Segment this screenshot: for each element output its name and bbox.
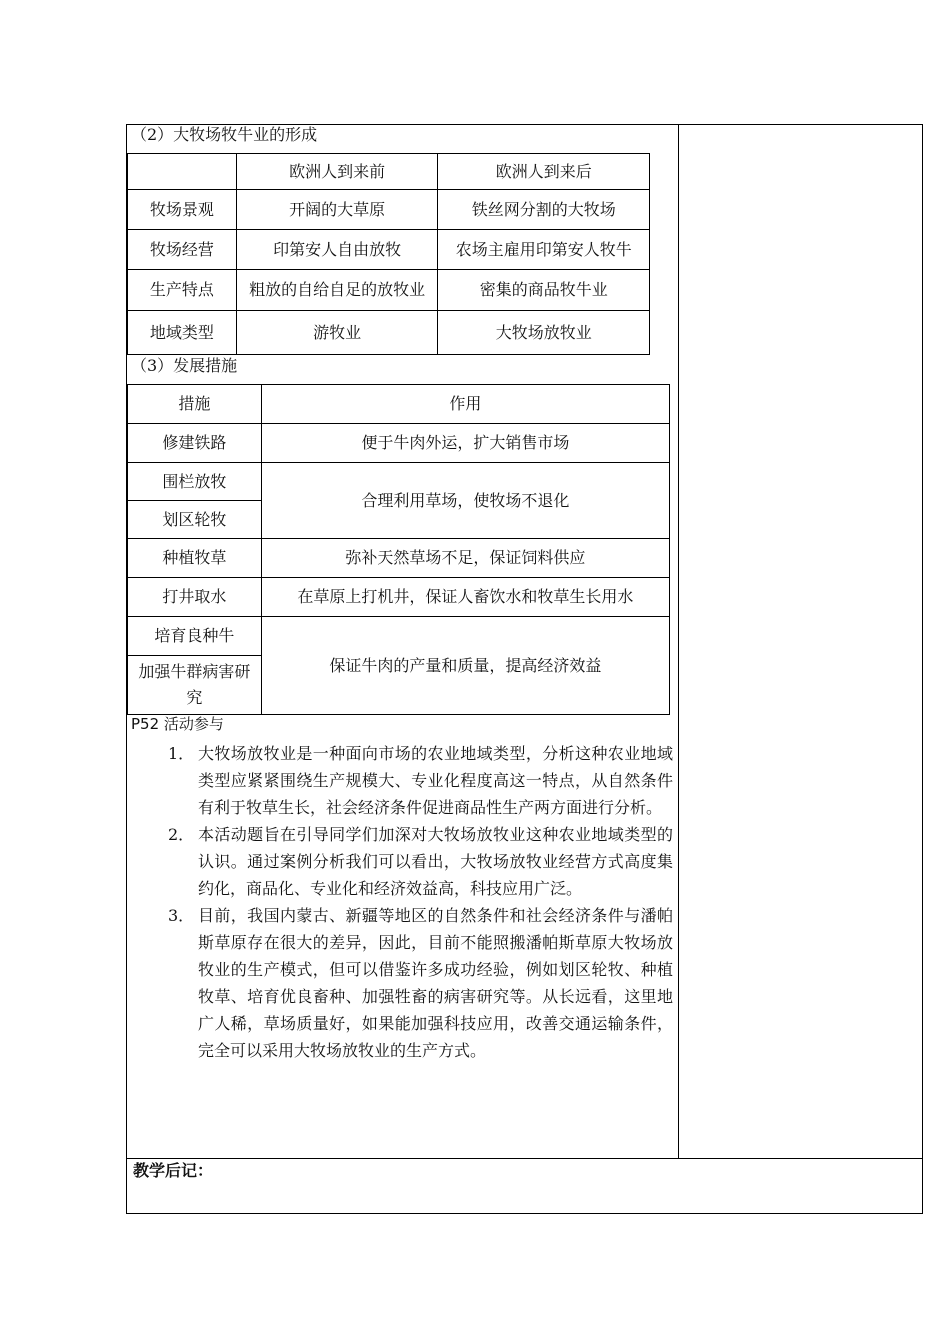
table-cell: 大牧场放牧业 — [438, 311, 650, 355]
list-item — [168, 821, 673, 902]
activity-list — [168, 740, 673, 1064]
item-number: 1． — [168, 744, 195, 763]
list-item — [168, 740, 673, 821]
table-header-cell: 欧洲人到来后 — [438, 154, 650, 190]
table-row — [128, 617, 670, 656]
item-number: 3． — [168, 906, 195, 925]
measure-cell: 加强牛群病害研究 — [128, 656, 262, 715]
frame-bottom — [126, 1213, 923, 1214]
table-row — [128, 578, 670, 617]
table-row — [128, 385, 670, 424]
row-label: 牧场景观 — [128, 190, 237, 230]
measure-cell: 划区轮牧 — [128, 501, 262, 539]
activity-title: P52 活动参与 — [131, 715, 224, 733]
row-label: 地域类型 — [128, 311, 237, 355]
measure-cell: 打井取水 — [128, 578, 262, 617]
item-text: 本活动题旨在引导同学们加深对大牧场放牧业这种农业地域类型的认识。通过案例分析我们可以看出，大牧场放牧业经营方式高度集约化，商品化、专业化和经济效益高，科技应用广泛。 — [198, 825, 673, 898]
table-cell: 开阔的大草原 — [236, 190, 438, 230]
measure-cell: 种植牧草 — [128, 539, 262, 578]
teaching-notes-label: 教学后记： — [133, 1161, 214, 1180]
table-row — [128, 539, 670, 578]
measure-cell: 修建铁路 — [128, 424, 262, 463]
table-cell: 粗放的自给自足的放牧业 — [236, 270, 438, 311]
section2-title: （2）大牧场牧牛业的形成 — [131, 125, 318, 144]
table-row — [128, 190, 650, 230]
effect-cell: 保证牛肉的产量和质量，提高经济效益 — [261, 617, 669, 715]
frame-right — [922, 124, 923, 1214]
row-label: 生产特点 — [128, 270, 237, 311]
table-header-blank — [128, 154, 237, 190]
table-row — [128, 424, 670, 463]
effect-cell: 便于牛肉外运，扩大销售市场 — [261, 424, 669, 463]
row-label: 牧场经营 — [128, 230, 237, 270]
effect-cell: 合理利用草场，使牧场不退化 — [261, 463, 669, 539]
item-text: 目前，我国内蒙古、新疆等地区的自然条件和社会经济条件与潘帕斯草原存在很大的差异，因此，目前不能照搬潘帕斯草原大牧场放牧业的生产模式，但可以借鉴许多成功经验，例如划区轮牧、种植牧草、培育优良畜种、加强牲畜的病害研究等。从长远看，这里地广人稀，草场质量好，如果能加强科技应用，改善交通运输条件，完全可以采用大牧场放牧业的生产方式。 — [198, 906, 673, 1060]
table-cell: 游牧业 — [236, 311, 438, 355]
list-item — [168, 902, 673, 1064]
measures-table — [127, 384, 670, 715]
table-header-cell: 欧洲人到来前 — [236, 154, 438, 190]
table-header-cell: 措施 — [128, 385, 262, 424]
table-header-cell: 作用 — [261, 385, 669, 424]
table-cell: 密集的商品牧牛业 — [438, 270, 650, 311]
frame-divider — [678, 124, 679, 1159]
effect-cell: 在草原上打机井，保证人畜饮水和牧草生长用水 — [261, 578, 669, 617]
table-cell: 农场主雇用印第安人牧牛 — [438, 230, 650, 270]
table-cell: 印第安人自由放牧 — [236, 230, 438, 270]
formation-table — [127, 153, 650, 355]
effect-cell: 弥补天然草场不足，保证饲料供应 — [261, 539, 669, 578]
item-text: 大牧场放牧业是一种面向市场的农业地域类型，分析这种农业地域类型应紧紧围绕生产规模大、专业化程度高这一特点，从自然条件有利于牧草生长，社会经济条件促进商品性生产两方面进行分析。 — [198, 744, 673, 817]
item-number: 2． — [168, 825, 195, 844]
table-cell: 铁丝网分割的大牧场 — [438, 190, 650, 230]
measure-cell: 培育良种牛 — [128, 617, 262, 656]
table-row — [128, 270, 650, 311]
table-row — [128, 311, 650, 355]
table-row — [128, 230, 650, 270]
measure-cell: 围栏放牧 — [128, 463, 262, 501]
table-row — [128, 463, 670, 501]
table-row — [128, 154, 650, 190]
section3-title: （3）发展措施 — [131, 356, 238, 375]
frame-footer-line — [126, 1158, 923, 1159]
